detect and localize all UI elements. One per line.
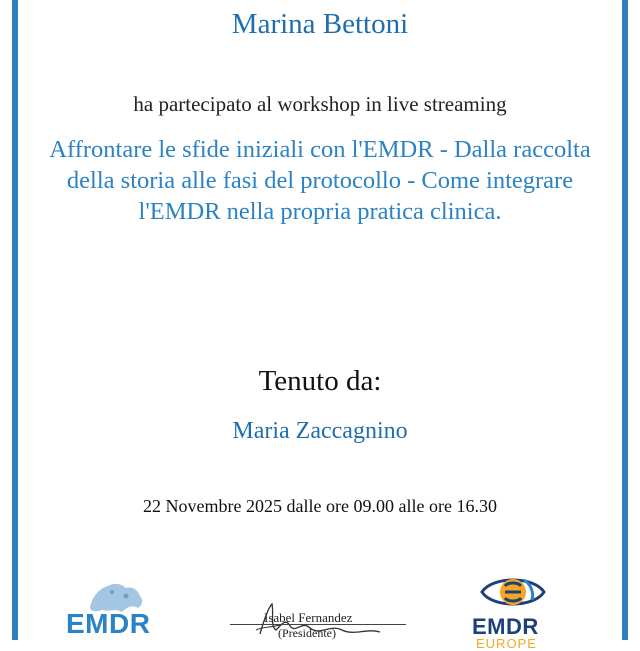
workshop-title: Affrontare le sfide iniziali con l'EMDR - Dalla raccolta della storia alle fasi del protocollo - Come integrare l'EMDR nella propria pratica clinica. xyxy=(49,136,591,225)
recipient-name: Marina Bettoni xyxy=(231,8,409,40)
event-date: 22 Novembre 2025 dalle ore 09.00 alle ore 16.30 xyxy=(143,496,497,516)
emdr-europe-logo-text: EMDR xyxy=(472,614,539,639)
signatory-role: (Presidente) xyxy=(278,626,336,640)
emdr-italia-logo xyxy=(62,578,162,640)
emdr-europe-logo-subtext: EUROPE xyxy=(476,636,537,651)
signature-block xyxy=(230,600,410,640)
emdr-europe-logo xyxy=(468,570,558,651)
emdr-italia-logo-text: EMDR xyxy=(66,608,151,639)
held-by-label: Tenuto da: xyxy=(258,365,382,397)
signatory-name: Isabel Fernandez xyxy=(264,610,353,625)
trainer-name: Maria Zaccagnino xyxy=(232,418,408,444)
participation-statement: ha partecipato al workshop in live streaming xyxy=(133,92,507,116)
emdr-europe-emblem-icon xyxy=(478,570,548,612)
